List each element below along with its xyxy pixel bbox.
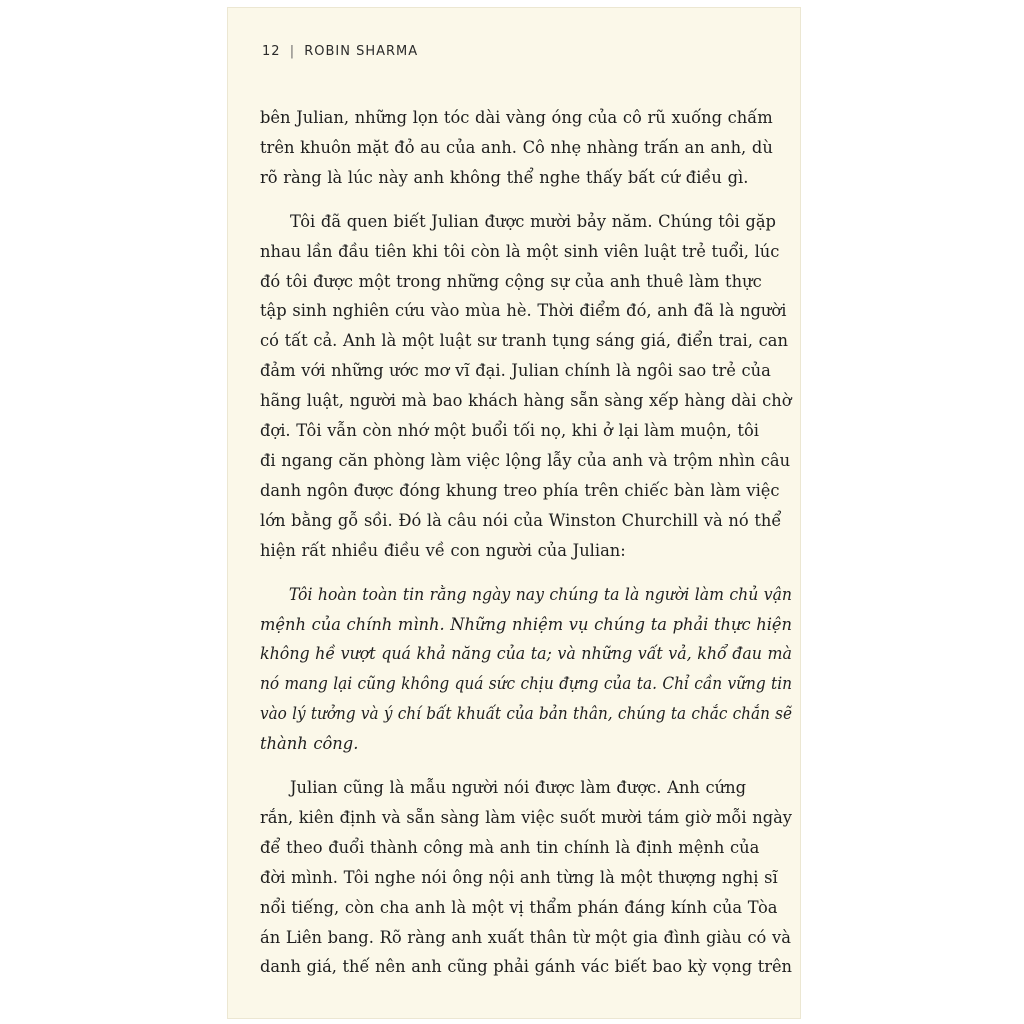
text-line: nhau lần đầu tiên khi tôi còn là một sinh viên luật trẻ tuổi, lúc xyxy=(260,241,780,261)
text-line: thành công. xyxy=(260,734,359,754)
running-header xyxy=(262,44,418,59)
header-separator: | xyxy=(289,44,296,59)
text-line: nó mang lại cũng không quá sức chịu đựng của ta. Chỉ cần vững tin xyxy=(260,674,793,694)
text-line: án Liên bang. Rõ ràng anh xuất thân từ một gia đình giàu có và xyxy=(260,927,791,947)
text-line: hiện rất nhiều điều về con người của Julian: xyxy=(260,540,626,560)
text-line: danh ngôn được đóng khung treo phía trên chiếc bàn làm việc xyxy=(260,480,780,500)
text-line: danh giá, thế nên anh cũng phải gánh vác biết bao kỳ vọng trên xyxy=(260,957,792,977)
paragraph xyxy=(260,773,792,982)
paragraph-gap xyxy=(260,193,792,207)
text-line: Tôi đã quen biết Julian được mười bảy năm. Chúng tôi gặp xyxy=(290,211,776,231)
book-page xyxy=(228,8,800,1018)
text-line: đó tôi được một trong những cộng sự của anh thuê làm thực xyxy=(260,271,762,291)
paragraph xyxy=(260,103,792,193)
text-line: Julian cũng là mẫu người nói được làm được. Anh cứng xyxy=(290,778,747,798)
text-line: đợi. Tôi vẫn còn nhớ một buổi tối nọ, khi ở lại làm muộn, tôi xyxy=(260,421,759,441)
text-line: để theo đuổi thành công mà anh tin chính là định mệnh của xyxy=(260,837,760,857)
author-name: ROBIN SHARMA xyxy=(304,44,419,59)
paragraph-gap xyxy=(260,759,792,773)
paragraph-gap xyxy=(260,566,792,580)
quote-block xyxy=(260,580,792,759)
text-line: Tôi hoàn toàn tin rằng ngày nay chúng ta là người làm chủ vận xyxy=(288,584,792,604)
text-line: trên khuôn mặt đỏ au của anh. Cô nhẹ nhàng trấn an anh, dù xyxy=(260,137,773,157)
body-text xyxy=(260,103,792,982)
text-line: không hề vượt quá khả năng của ta; và những vất vả, khổ đau mà xyxy=(260,644,792,664)
text-line: mệnh của chính mình. Những nhiệm vụ chúng ta phải thực hiện xyxy=(260,614,792,634)
text-line: đời mình. Tôi nghe nói ông nội anh từng là một thượng nghị sĩ xyxy=(260,867,778,887)
text-line: đi ngang căn phòng làm việc lộng lẫy của anh và trộm nhìn câu xyxy=(260,450,791,470)
text-line: nổi tiếng, còn cha anh là một vị thẩm phán đáng kính của Tòa xyxy=(260,897,778,917)
text-line: đảm với những ước mơ vĩ đại. Julian chính là ngôi sao trẻ của xyxy=(260,361,771,381)
text-line: lớn bằng gỗ sồi. Đó là câu nói của Winston Churchill và nó thể xyxy=(260,510,782,530)
text-line: rõ ràng là lúc này anh không thể nghe thấy bất cứ điều gì. xyxy=(260,167,749,187)
paragraph xyxy=(260,207,792,566)
page-number: 12 xyxy=(262,44,281,59)
text-line: rắn, kiên định và sẵn sàng làm việc suốt mười tám giờ mỗi ngày xyxy=(260,807,793,827)
text-line: vào lý tưởng và ý chí bất khuất của bản thân, chúng ta chắc chắn sẽ xyxy=(260,704,793,724)
text-line: bên Julian, những lọn tóc dài vàng óng của cô rũ xuống chấm xyxy=(260,108,773,127)
text-line: có tất cả. Anh là một luật sư tranh tụng sáng giá, điển trai, can xyxy=(260,331,788,351)
text-line: tập sinh nghiên cứu vào mùa hè. Thời điểm đó, anh đã là người xyxy=(260,301,787,321)
text-line: hãng luật, người mà bao khách hàng sẵn sàng xếp hàng dài chờ xyxy=(260,391,792,411)
